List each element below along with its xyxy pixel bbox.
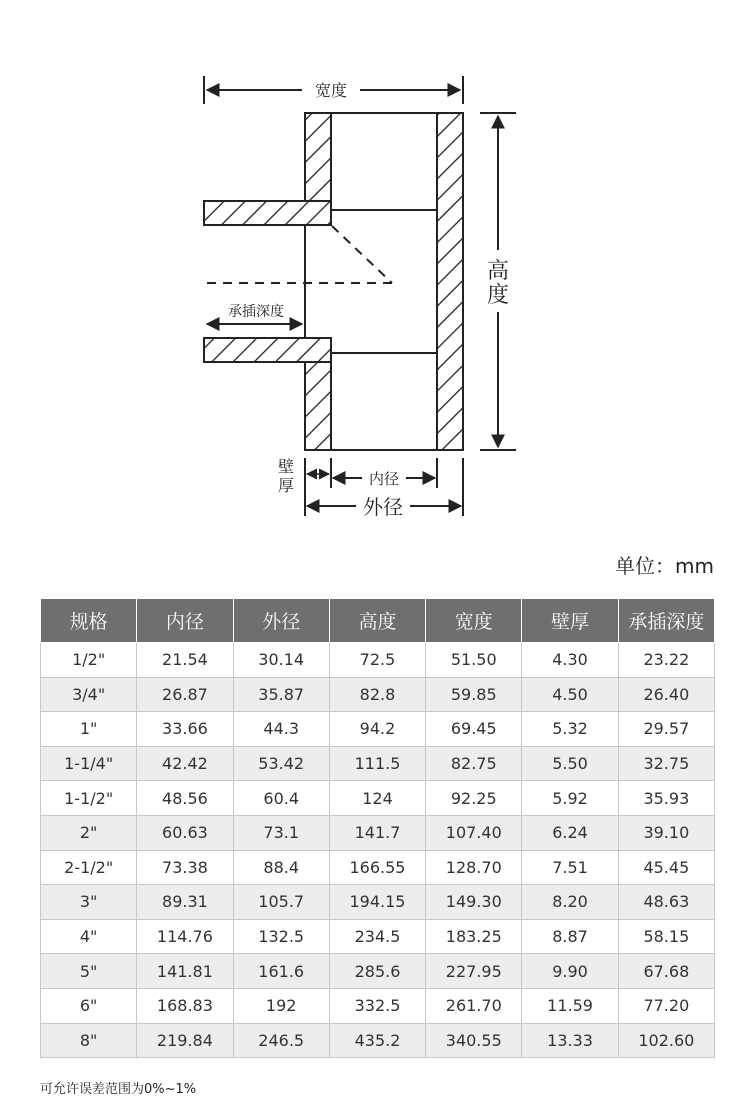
table-cell: 82.75: [426, 746, 522, 781]
table-cell: 69.45: [426, 712, 522, 747]
table-cell: 5.50: [522, 746, 618, 781]
table-cell: 11.59: [522, 988, 618, 1023]
table-cell: 128.70: [426, 850, 522, 885]
table-cell: 35.93: [618, 781, 714, 816]
table-cell: 58.15: [618, 919, 714, 954]
table-cell: 219.84: [137, 1023, 233, 1058]
header-width: 宽度: [426, 599, 522, 643]
table-cell: 332.5: [329, 988, 425, 1023]
table-cell: 48.56: [137, 781, 233, 816]
table-cell: 5": [41, 954, 137, 989]
table-cell: 285.6: [329, 954, 425, 989]
table-cell: 132.5: [233, 919, 329, 954]
table-cell: 105.7: [233, 885, 329, 920]
table-cell: 60.63: [137, 815, 233, 850]
table-cell: 114.76: [137, 919, 233, 954]
table-cell: 29.57: [618, 712, 714, 747]
table-cell: 7.51: [522, 850, 618, 885]
table-cell: 92.25: [426, 781, 522, 816]
table-cell: 1": [41, 712, 137, 747]
table-cell: 141.7: [329, 815, 425, 850]
table-cell: 67.68: [618, 954, 714, 989]
width-label: 宽度: [314, 81, 348, 100]
table-cell: 42.42: [137, 746, 233, 781]
table-cell: 72.5: [329, 643, 425, 678]
table-cell: 21.54: [137, 643, 233, 678]
table-body: [41, 643, 715, 1058]
table-cell: 32.75: [618, 746, 714, 781]
table-cell: 59.85: [426, 677, 522, 712]
table-cell: 183.25: [426, 919, 522, 954]
table-cell: 124: [329, 781, 425, 816]
table-row: [41, 919, 715, 954]
table-cell: 166.55: [329, 850, 425, 885]
table-cell: 26.40: [618, 677, 714, 712]
table-cell: 2": [41, 815, 137, 850]
bottom-dimensions: [278, 457, 463, 519]
table-cell: 39.10: [618, 815, 714, 850]
height-label-bottom: 度: [486, 283, 510, 308]
table-cell: 141.81: [137, 954, 233, 989]
header-inner-diameter: 内径: [137, 599, 233, 643]
table-cell: 73.1: [233, 815, 329, 850]
height-dimension: [480, 113, 516, 450]
inner-diameter-label: 内径: [368, 470, 400, 488]
table-cell: 1-1/2": [41, 781, 137, 816]
table-cell: 8": [41, 1023, 137, 1058]
table-cell: 340.55: [426, 1023, 522, 1058]
header-socket-depth: 承插深度: [618, 599, 714, 643]
table-cell: 88.4: [233, 850, 329, 885]
table-cell: 9.90: [522, 954, 618, 989]
table-row: [41, 885, 715, 920]
table-cell: 246.5: [233, 1023, 329, 1058]
spec-table: [40, 598, 715, 1058]
table-cell: 82.8: [329, 677, 425, 712]
table-cell: 3": [41, 885, 137, 920]
table-cell: 6": [41, 988, 137, 1023]
table-header-row: [41, 599, 715, 643]
tee-walls: [204, 113, 463, 450]
table-row: [41, 746, 715, 781]
table-cell: 227.95: [426, 954, 522, 989]
width-dimension: [204, 76, 463, 104]
table-cell: 8.87: [522, 919, 618, 954]
header-spec: 规格: [41, 599, 137, 643]
table-cell: 77.20: [618, 988, 714, 1023]
table-cell: 168.83: [137, 988, 233, 1023]
table-cell: 102.60: [618, 1023, 714, 1058]
table-row: [41, 988, 715, 1023]
table-cell: 4.30: [522, 643, 618, 678]
table-cell: 60.4: [233, 781, 329, 816]
table-row: [41, 781, 715, 816]
socket-depth-label: 承插深度: [228, 304, 284, 320]
table-cell: 261.70: [426, 988, 522, 1023]
table-row: [41, 712, 715, 747]
table-cell: 13.33: [522, 1023, 618, 1058]
table-cell: 161.6: [233, 954, 329, 989]
table-cell: 23.22: [618, 643, 714, 678]
table-cell: 44.3: [233, 712, 329, 747]
wall-label-top: 壁: [277, 457, 295, 476]
table-row: [41, 677, 715, 712]
table-cell: 2-1/2": [41, 850, 137, 885]
table-cell: 149.30: [426, 885, 522, 920]
table-cell: 192: [233, 988, 329, 1023]
socket-depth-dimension: [207, 303, 302, 324]
table-row: [41, 954, 715, 989]
wall-label-bottom: 厚: [277, 476, 295, 495]
table-cell: 35.87: [233, 677, 329, 712]
header-height: 高度: [329, 599, 425, 643]
tolerance-note: 可允许误差范围为0%~1%: [40, 1082, 197, 1097]
table-row: [41, 815, 715, 850]
table-row: [41, 1023, 715, 1058]
table-cell: 51.50: [426, 643, 522, 678]
table-cell: 107.40: [426, 815, 522, 850]
table-row: [41, 643, 715, 678]
table-cell: 5.92: [522, 781, 618, 816]
table-cell: 1/2": [41, 643, 137, 678]
table-cell: 89.31: [137, 885, 233, 920]
header-outer-diameter: 外径: [233, 599, 329, 643]
table-cell: 45.45: [618, 850, 714, 885]
table-cell: 48.63: [618, 885, 714, 920]
table-cell: 33.66: [137, 712, 233, 747]
table-cell: 30.14: [233, 643, 329, 678]
table-cell: 3/4": [41, 677, 137, 712]
table-cell: 94.2: [329, 712, 425, 747]
table-cell: 5.32: [522, 712, 618, 747]
table-cell: 435.2: [329, 1023, 425, 1058]
table-cell: 6.24: [522, 815, 618, 850]
table-cell: 73.38: [137, 850, 233, 885]
table-cell: 4": [41, 919, 137, 954]
table-cell: 111.5: [329, 746, 425, 781]
table-cell: 4.50: [522, 677, 618, 712]
table-cell: 53.42: [233, 746, 329, 781]
outer-diameter-label: 外径: [363, 495, 403, 519]
hidden-lines: [207, 226, 392, 283]
table-cell: 8.20: [522, 885, 618, 920]
table-cell: 1-1/4": [41, 746, 137, 781]
header-wall-thickness: 壁厚: [522, 599, 618, 643]
unit-label: 单位：mm: [615, 554, 714, 578]
height-label-top: 高: [486, 259, 510, 284]
table-cell: 234.5: [329, 919, 425, 954]
table-cell: 26.87: [137, 677, 233, 712]
table-cell: 194.15: [329, 885, 425, 920]
table-row: [41, 850, 715, 885]
tee-fitting-diagram: [0, 0, 750, 540]
